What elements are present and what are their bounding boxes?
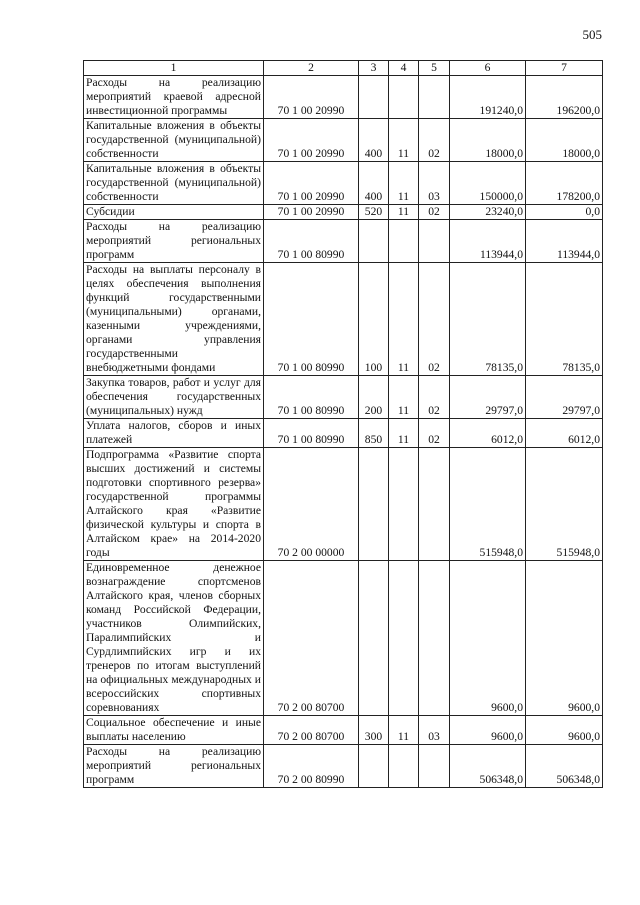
amount-col-6: 23240,0 bbox=[450, 205, 526, 220]
target-article-code: 70 1 00 20990 bbox=[264, 119, 359, 162]
row-name: Подпрограмма «Развитие спорта высших достижений и системы подготовки спортивного резерва» государственной программы Алтайского края «Развитие физической культуры и спорта в Алтайском крае» на 2014-2020 годы bbox=[84, 448, 264, 561]
amount-col-6: 18000,0 bbox=[450, 119, 526, 162]
expense-type-code bbox=[359, 561, 389, 716]
expense-type-code: 200 bbox=[359, 376, 389, 419]
amount-col-7: 515948,0 bbox=[526, 448, 603, 561]
subsection-code bbox=[419, 448, 450, 561]
target-article-code: 70 1 00 80990 bbox=[264, 376, 359, 419]
amount-col-7: 29797,0 bbox=[526, 376, 603, 419]
subsection-code: 03 bbox=[419, 716, 450, 745]
amount-col-7: 196200,0 bbox=[526, 76, 603, 119]
section-code bbox=[389, 76, 419, 119]
row-name: Единовременное денежное вознаграждение спортсменов Алтайского края, членов сборных команд Российской Федерации, участников Олимпийских, Паралимпийских и Сурдлимпийских игр и их тренеров по итогам выступлений на официальных международных и всероссийских спортивных соревнованиях bbox=[84, 561, 264, 716]
target-article-code: 70 1 00 80990 bbox=[264, 220, 359, 263]
target-article-code: 70 1 00 20990 bbox=[264, 162, 359, 205]
budget-table bbox=[83, 60, 603, 788]
table-row bbox=[84, 561, 603, 716]
amount-col-6: 9600,0 bbox=[450, 561, 526, 716]
expense-type-code: 520 bbox=[359, 205, 389, 220]
target-article-code: 70 2 00 80700 bbox=[264, 716, 359, 745]
subsection-code bbox=[419, 220, 450, 263]
section-code: 11 bbox=[389, 716, 419, 745]
section-code: 11 bbox=[389, 162, 419, 205]
target-article-code: 70 2 00 00000 bbox=[264, 448, 359, 561]
amount-col-7: 18000,0 bbox=[526, 119, 603, 162]
subsection-code bbox=[419, 561, 450, 716]
subsection-code: 02 bbox=[419, 376, 450, 419]
subsection-code: 02 bbox=[419, 419, 450, 448]
expense-type-code bbox=[359, 220, 389, 263]
section-code: 11 bbox=[389, 376, 419, 419]
target-article-code: 70 1 00 20990 bbox=[264, 76, 359, 119]
expense-type-code: 400 bbox=[359, 162, 389, 205]
table-row bbox=[84, 419, 603, 448]
target-article-code: 70 2 00 80700 bbox=[264, 561, 359, 716]
table-row bbox=[84, 263, 603, 376]
amount-col-7: 178200,0 bbox=[526, 162, 603, 205]
row-name: Расходы на реализацию мероприятий региональных программ bbox=[84, 220, 264, 263]
subsection-code: 03 bbox=[419, 162, 450, 205]
table-row bbox=[84, 119, 603, 162]
row-name: Закупка товаров, работ и услуг для обеспечения государственных (муниципальных) нужд bbox=[84, 376, 264, 419]
section-code: 11 bbox=[389, 205, 419, 220]
target-article-code: 70 1 00 80990 bbox=[264, 419, 359, 448]
expense-type-code bbox=[359, 448, 389, 561]
target-article-code: 70 1 00 80990 bbox=[264, 263, 359, 376]
header-cell: 1 bbox=[84, 61, 264, 76]
subsection-code: 02 bbox=[419, 263, 450, 376]
section-code: 11 bbox=[389, 419, 419, 448]
header-cell: 2 bbox=[264, 61, 359, 76]
table-row bbox=[84, 162, 603, 205]
table-row bbox=[84, 745, 603, 788]
amount-col-6: 191240,0 bbox=[450, 76, 526, 119]
expense-type-code: 400 bbox=[359, 119, 389, 162]
expense-type-code bbox=[359, 76, 389, 119]
subsection-code bbox=[419, 76, 450, 119]
amount-col-7: 0,0 bbox=[526, 205, 603, 220]
section-code: 11 bbox=[389, 263, 419, 376]
section-code: 11 bbox=[389, 119, 419, 162]
table-row bbox=[84, 716, 603, 745]
amount-col-7: 506348,0 bbox=[526, 745, 603, 788]
row-name: Субсидии bbox=[84, 205, 264, 220]
header-cell: 4 bbox=[389, 61, 419, 76]
header-cell: 7 bbox=[526, 61, 603, 76]
row-name: Капитальные вложения в объекты государственной (муниципальной) собственности bbox=[84, 162, 264, 205]
amount-col-7: 113944,0 bbox=[526, 220, 603, 263]
subsection-code: 02 bbox=[419, 119, 450, 162]
section-code bbox=[389, 561, 419, 716]
expense-type-code: 300 bbox=[359, 716, 389, 745]
amount-col-6: 113944,0 bbox=[450, 220, 526, 263]
row-name: Расходы на реализацию мероприятий региональных программ bbox=[84, 745, 264, 788]
amount-col-6: 515948,0 bbox=[450, 448, 526, 561]
table-row bbox=[84, 76, 603, 119]
amount-col-6: 150000,0 bbox=[450, 162, 526, 205]
table-row bbox=[84, 448, 603, 561]
amount-col-7: 6012,0 bbox=[526, 419, 603, 448]
row-name: Расходы на реализацию мероприятий краевой адресной инвестиционной программы bbox=[84, 76, 264, 119]
row-name: Социальное обеспечение и иные выплаты населению bbox=[84, 716, 264, 745]
section-code bbox=[389, 448, 419, 561]
section-code bbox=[389, 745, 419, 788]
amount-col-6: 78135,0 bbox=[450, 263, 526, 376]
amount-col-6: 506348,0 bbox=[450, 745, 526, 788]
amount-col-7: 9600,0 bbox=[526, 561, 603, 716]
expense-type-code: 100 bbox=[359, 263, 389, 376]
header-cell: 5 bbox=[419, 61, 450, 76]
table-row bbox=[84, 220, 603, 263]
subsection-code bbox=[419, 745, 450, 788]
row-name: Капитальные вложения в объекты государственной (муниципальной) собственности bbox=[84, 119, 264, 162]
target-article-code: 70 1 00 20990 bbox=[264, 205, 359, 220]
page-number: 505 bbox=[582, 27, 602, 42]
table-row bbox=[84, 376, 603, 419]
header-cell: 3 bbox=[359, 61, 389, 76]
expense-type-code: 850 bbox=[359, 419, 389, 448]
row-name: Расходы на выплаты персоналу в целях обеспечения выполнения функций государственными (муниципальными) органами, казенными учреждениями, органами управления государственными внебюджетными фондами bbox=[84, 263, 264, 376]
amount-col-7: 9600,0 bbox=[526, 716, 603, 745]
amount-col-6: 29797,0 bbox=[450, 376, 526, 419]
row-name: Уплата налогов, сборов и иных платежей bbox=[84, 419, 264, 448]
header-row bbox=[84, 61, 603, 76]
header-cell: 6 bbox=[450, 61, 526, 76]
amount-col-6: 9600,0 bbox=[450, 716, 526, 745]
amount-col-7: 78135,0 bbox=[526, 263, 603, 376]
target-article-code: 70 2 00 80990 bbox=[264, 745, 359, 788]
amount-col-6: 6012,0 bbox=[450, 419, 526, 448]
table-row bbox=[84, 205, 603, 220]
expense-type-code bbox=[359, 745, 389, 788]
subsection-code: 02 bbox=[419, 205, 450, 220]
section-code bbox=[389, 220, 419, 263]
